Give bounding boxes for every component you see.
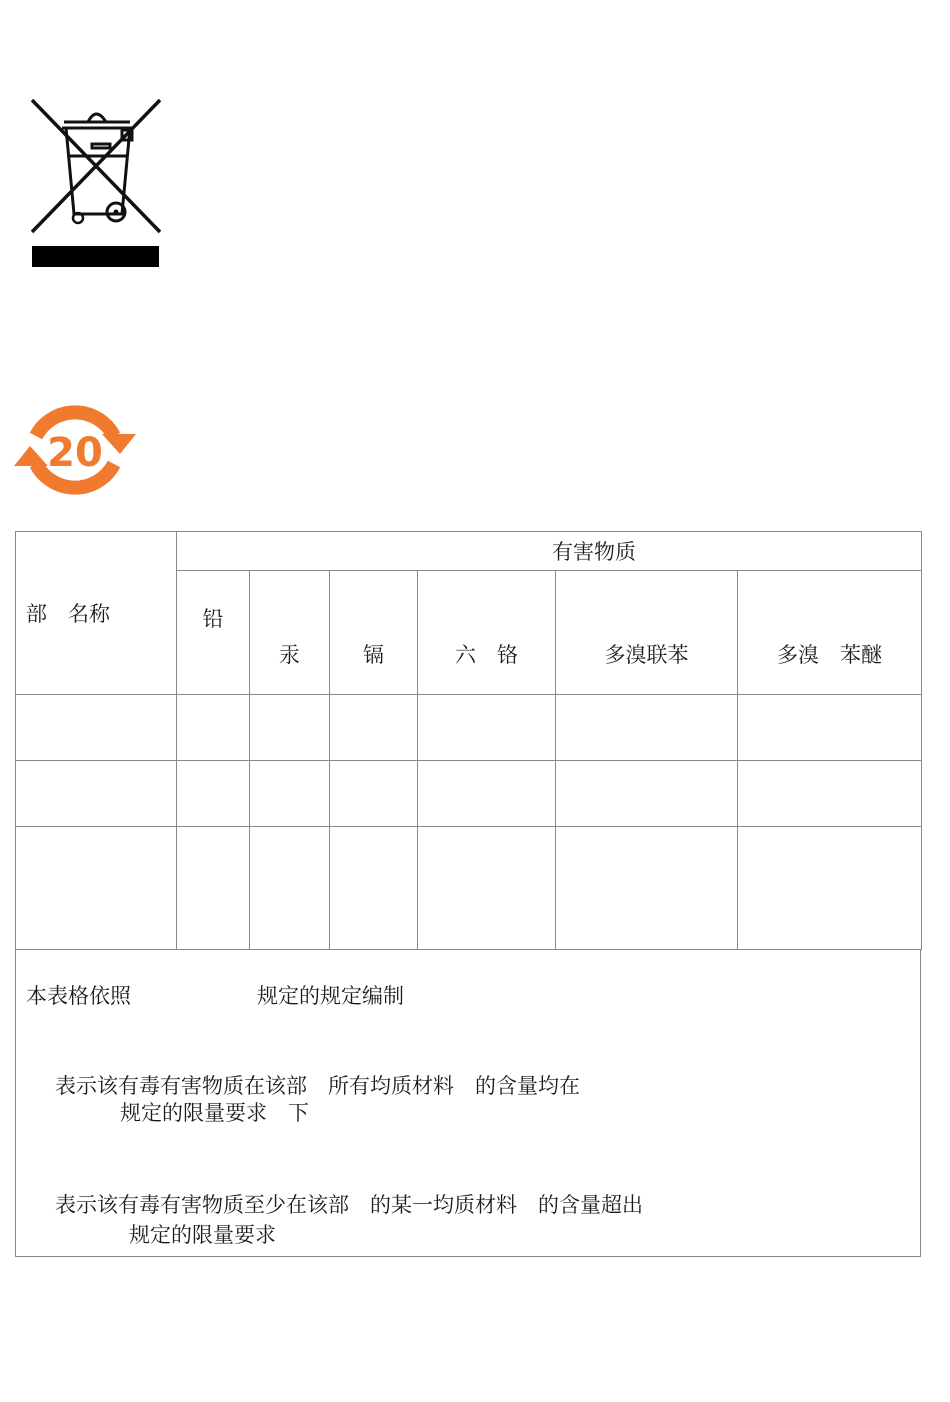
table-cell	[556, 761, 738, 827]
note-below-limit-line1: 表示该有毒有害物质在该部 所有均质材料 的含量均在	[55, 1074, 580, 1098]
table-cell	[556, 827, 738, 950]
table-cell	[330, 695, 418, 761]
column-header-lead: 铅	[177, 571, 250, 695]
column-header-pbb: 多溴联苯	[556, 571, 738, 695]
column-header-mercury: 汞	[250, 571, 330, 695]
table-cell	[418, 695, 556, 761]
note-above-limit-line2: 规定的限量要求	[129, 1223, 276, 1247]
table-cell	[250, 827, 330, 950]
table-cell	[16, 695, 177, 761]
note-basis-right: 规定的规定编制	[257, 984, 404, 1008]
table-cell	[177, 695, 250, 761]
table-cell	[418, 827, 556, 950]
table-cell	[418, 761, 556, 827]
table-cell	[556, 695, 738, 761]
table-cell	[330, 761, 418, 827]
table-cell	[250, 761, 330, 827]
column-header-hexavalent-chromium: 六 铬	[418, 571, 556, 695]
table-row	[16, 695, 922, 761]
table-cell	[177, 761, 250, 827]
table-cell	[16, 827, 177, 950]
note-above-limit-line1: 表示该有毒有害物质至少在该部 的某一均质材料 的含量超出	[55, 1193, 643, 1217]
table-cell	[330, 827, 418, 950]
table-cell	[16, 761, 177, 827]
table-cell	[177, 827, 250, 950]
table-cell	[738, 695, 922, 761]
efup-20-label: 20	[47, 430, 103, 476]
hazardous-substance-table	[15, 531, 922, 950]
table-row	[16, 761, 922, 827]
hazardous-substances-header: 有害物质	[177, 532, 922, 571]
table-cell	[250, 695, 330, 761]
table-notes	[15, 949, 921, 1257]
column-header-pbde: 多溴 苯醚	[738, 571, 922, 695]
crossed-out-wheelie-bin-icon	[26, 96, 166, 270]
parts-name-header: 部 名称	[16, 532, 177, 695]
column-header-cadmium: 镉	[330, 571, 418, 695]
table-cell	[738, 761, 922, 827]
table-row	[16, 827, 922, 950]
efup-20-years-icon	[14, 396, 138, 504]
table-cell	[738, 827, 922, 950]
note-below-limit-line2: 规定的限量要求 下	[120, 1101, 309, 1125]
note-basis-left: 本表格依照	[26, 984, 131, 1008]
